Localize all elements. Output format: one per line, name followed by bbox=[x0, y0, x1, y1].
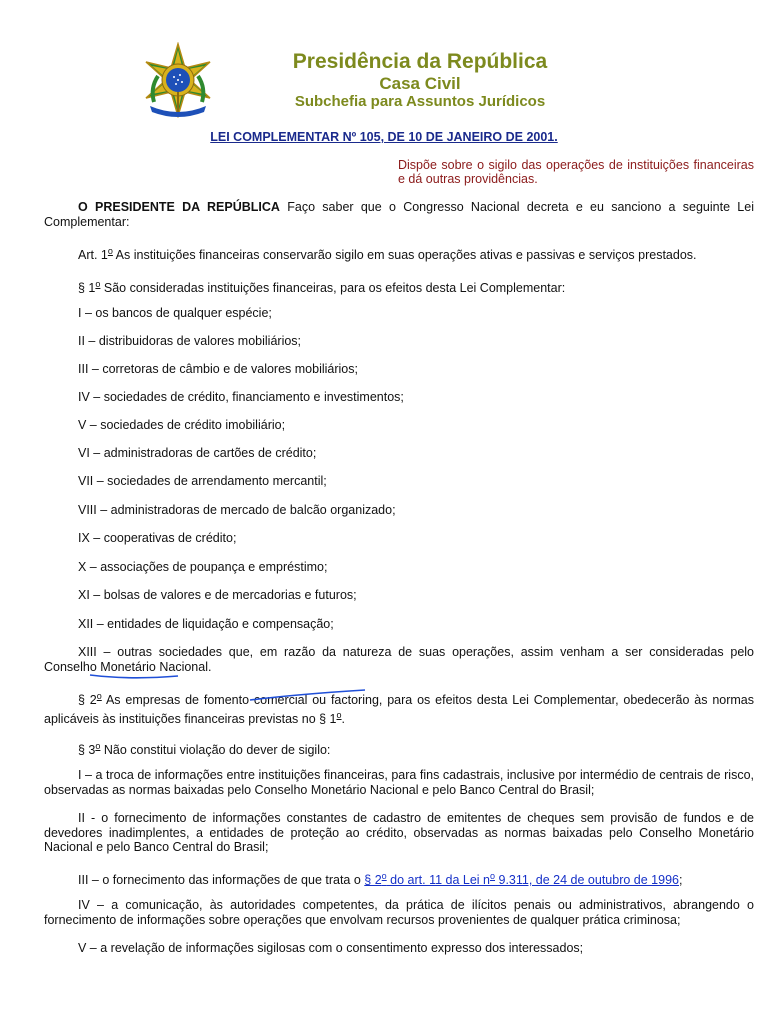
list-item: IV – sociedades de crédito, financiamento e investimentos; bbox=[78, 390, 404, 404]
list-item: VI – administradoras de cartões de crédito; bbox=[78, 446, 317, 460]
par2-prefix: § 2 bbox=[78, 693, 97, 707]
par2-end: . bbox=[341, 711, 346, 726]
par3-item-iii-text: III – o fornecimento das informações de que trata o bbox=[78, 873, 365, 887]
par3-item-iv: IV – a comunicação, às autoridades competentes, da prática de ilícitos penais ou administrativos, abrangendo o fornecimento de informações sobre operações que envolvam recursos provenientes de qualquer prática criminosa; bbox=[44, 898, 754, 927]
brazil-coat-of-arms-icon bbox=[140, 42, 216, 118]
list-item: VIII – administradoras de mercado de balcão organizado; bbox=[78, 503, 396, 517]
law-9311-link[interactable] bbox=[364, 873, 679, 887]
art1-text: As instituições financeiras conservarão sigilo em suas operações ativas e passivas e serviços prestados. bbox=[112, 248, 697, 262]
par2-sup: o bbox=[96, 691, 102, 701]
paragraph-1 bbox=[44, 277, 754, 296]
header-subtitle: Casa Civil bbox=[379, 74, 461, 93]
par2-end-sup: o bbox=[336, 709, 342, 720]
preamble-bold: O PRESIDENTE DA REPÚBLICA bbox=[78, 200, 280, 214]
link-sup: o bbox=[381, 871, 387, 881]
par1-sup: o bbox=[95, 279, 101, 289]
list-item: III – corretoras de câmbio e de valores mobiliários; bbox=[78, 362, 358, 376]
par3-item-i: I – a troca de informações entre instituições financeiras, para fins cadastrais, inclusive por intermédio de centrais de risco, observadas as normas baixadas pelo Conselho Monetário Nacional e pelo Banco Central do Brasil; bbox=[44, 768, 754, 797]
par2-text: As empresas de fomento comercial ou factoring, para os efeitos desta Lei Complementar, obedecerão às normas aplicáveis às instituições financeiras previstas no § 1 bbox=[44, 693, 754, 726]
law-title[interactable]: LEI COMPLEMENTAR Nº 105, DE 10 DE JANEIRO DE 2001. bbox=[210, 130, 558, 144]
law-ementa: Dispõe sobre o sigilo das operações de instituições financeiras e dá outras providências. bbox=[398, 158, 754, 186]
article-1 bbox=[44, 244, 754, 263]
header-subtitle-secondary: Subchefia para Assuntos Jurídicos bbox=[294, 93, 546, 110]
par1-text: São consideradas instituições financeiras, para os efeitos desta Lei Complementar: bbox=[100, 281, 566, 295]
list-item: XI – bolsas de valores e de mercadorias e futuros; bbox=[78, 588, 357, 602]
link-part-b: do art. 11 da Lei n bbox=[386, 873, 491, 887]
par3-prefix: § 3 bbox=[78, 743, 96, 757]
header-title: Presidência da República bbox=[292, 50, 548, 73]
art1-prefix: Art. 1 bbox=[78, 248, 108, 262]
link-part-c: 9.311, de 24 de outubro de 1996 bbox=[495, 873, 679, 887]
par3-item-v: V – a revelação de informações sigilosas com o consentimento expresso dos interessados; bbox=[78, 941, 584, 955]
preamble-text: Faço saber que o Congresso Nacional decreta e eu sanciono a seguinte Lei Complementar: bbox=[44, 200, 754, 229]
par3-sup: o bbox=[95, 741, 101, 751]
list-item: V – sociedades de crédito imobiliário; bbox=[78, 418, 286, 432]
paragraph-2 bbox=[44, 689, 754, 726]
paragraph-3 bbox=[44, 739, 754, 758]
list-item: XII – entidades de liquidação e compensação; bbox=[78, 617, 334, 631]
art1-sup: o bbox=[107, 246, 113, 256]
par3-text: Não constitui violação do dever de sigilo: bbox=[100, 743, 331, 757]
par3-item-iii-end: ; bbox=[679, 873, 683, 887]
par3-item-iii bbox=[44, 869, 754, 888]
list-item: IX – cooperativas de crédito; bbox=[78, 531, 237, 545]
par3-item-ii: II - o fornecimento de informações constantes de cadastro de emitentes de cheques sem provisão de fundos e de devedores inadimplentes, a entidades de proteção ao crédito, observadas as normas baixadas pelo Conselho Monetário Nacional e pelo Banco Central do Brasil; bbox=[44, 811, 754, 854]
link-sup2: o bbox=[490, 871, 496, 881]
list-item: VII – sociedades de arrendamento mercantil; bbox=[78, 474, 327, 488]
list-item-xiii: XIII – outras sociedades que, em razão da natureza de suas operações, assim venham a ser consideradas pelo Conselho Monetário Nacional. bbox=[44, 645, 754, 674]
preamble bbox=[44, 200, 754, 229]
link-part-a: § 2 bbox=[364, 873, 382, 887]
list-item: II – distribuidoras de valores mobiliários; bbox=[78, 334, 302, 348]
par1-prefix: § 1 bbox=[78, 281, 96, 295]
list-item: X – associações de poupança e empréstimo; bbox=[78, 560, 328, 574]
list-item: I – os bancos de qualquer espécie; bbox=[78, 306, 272, 320]
